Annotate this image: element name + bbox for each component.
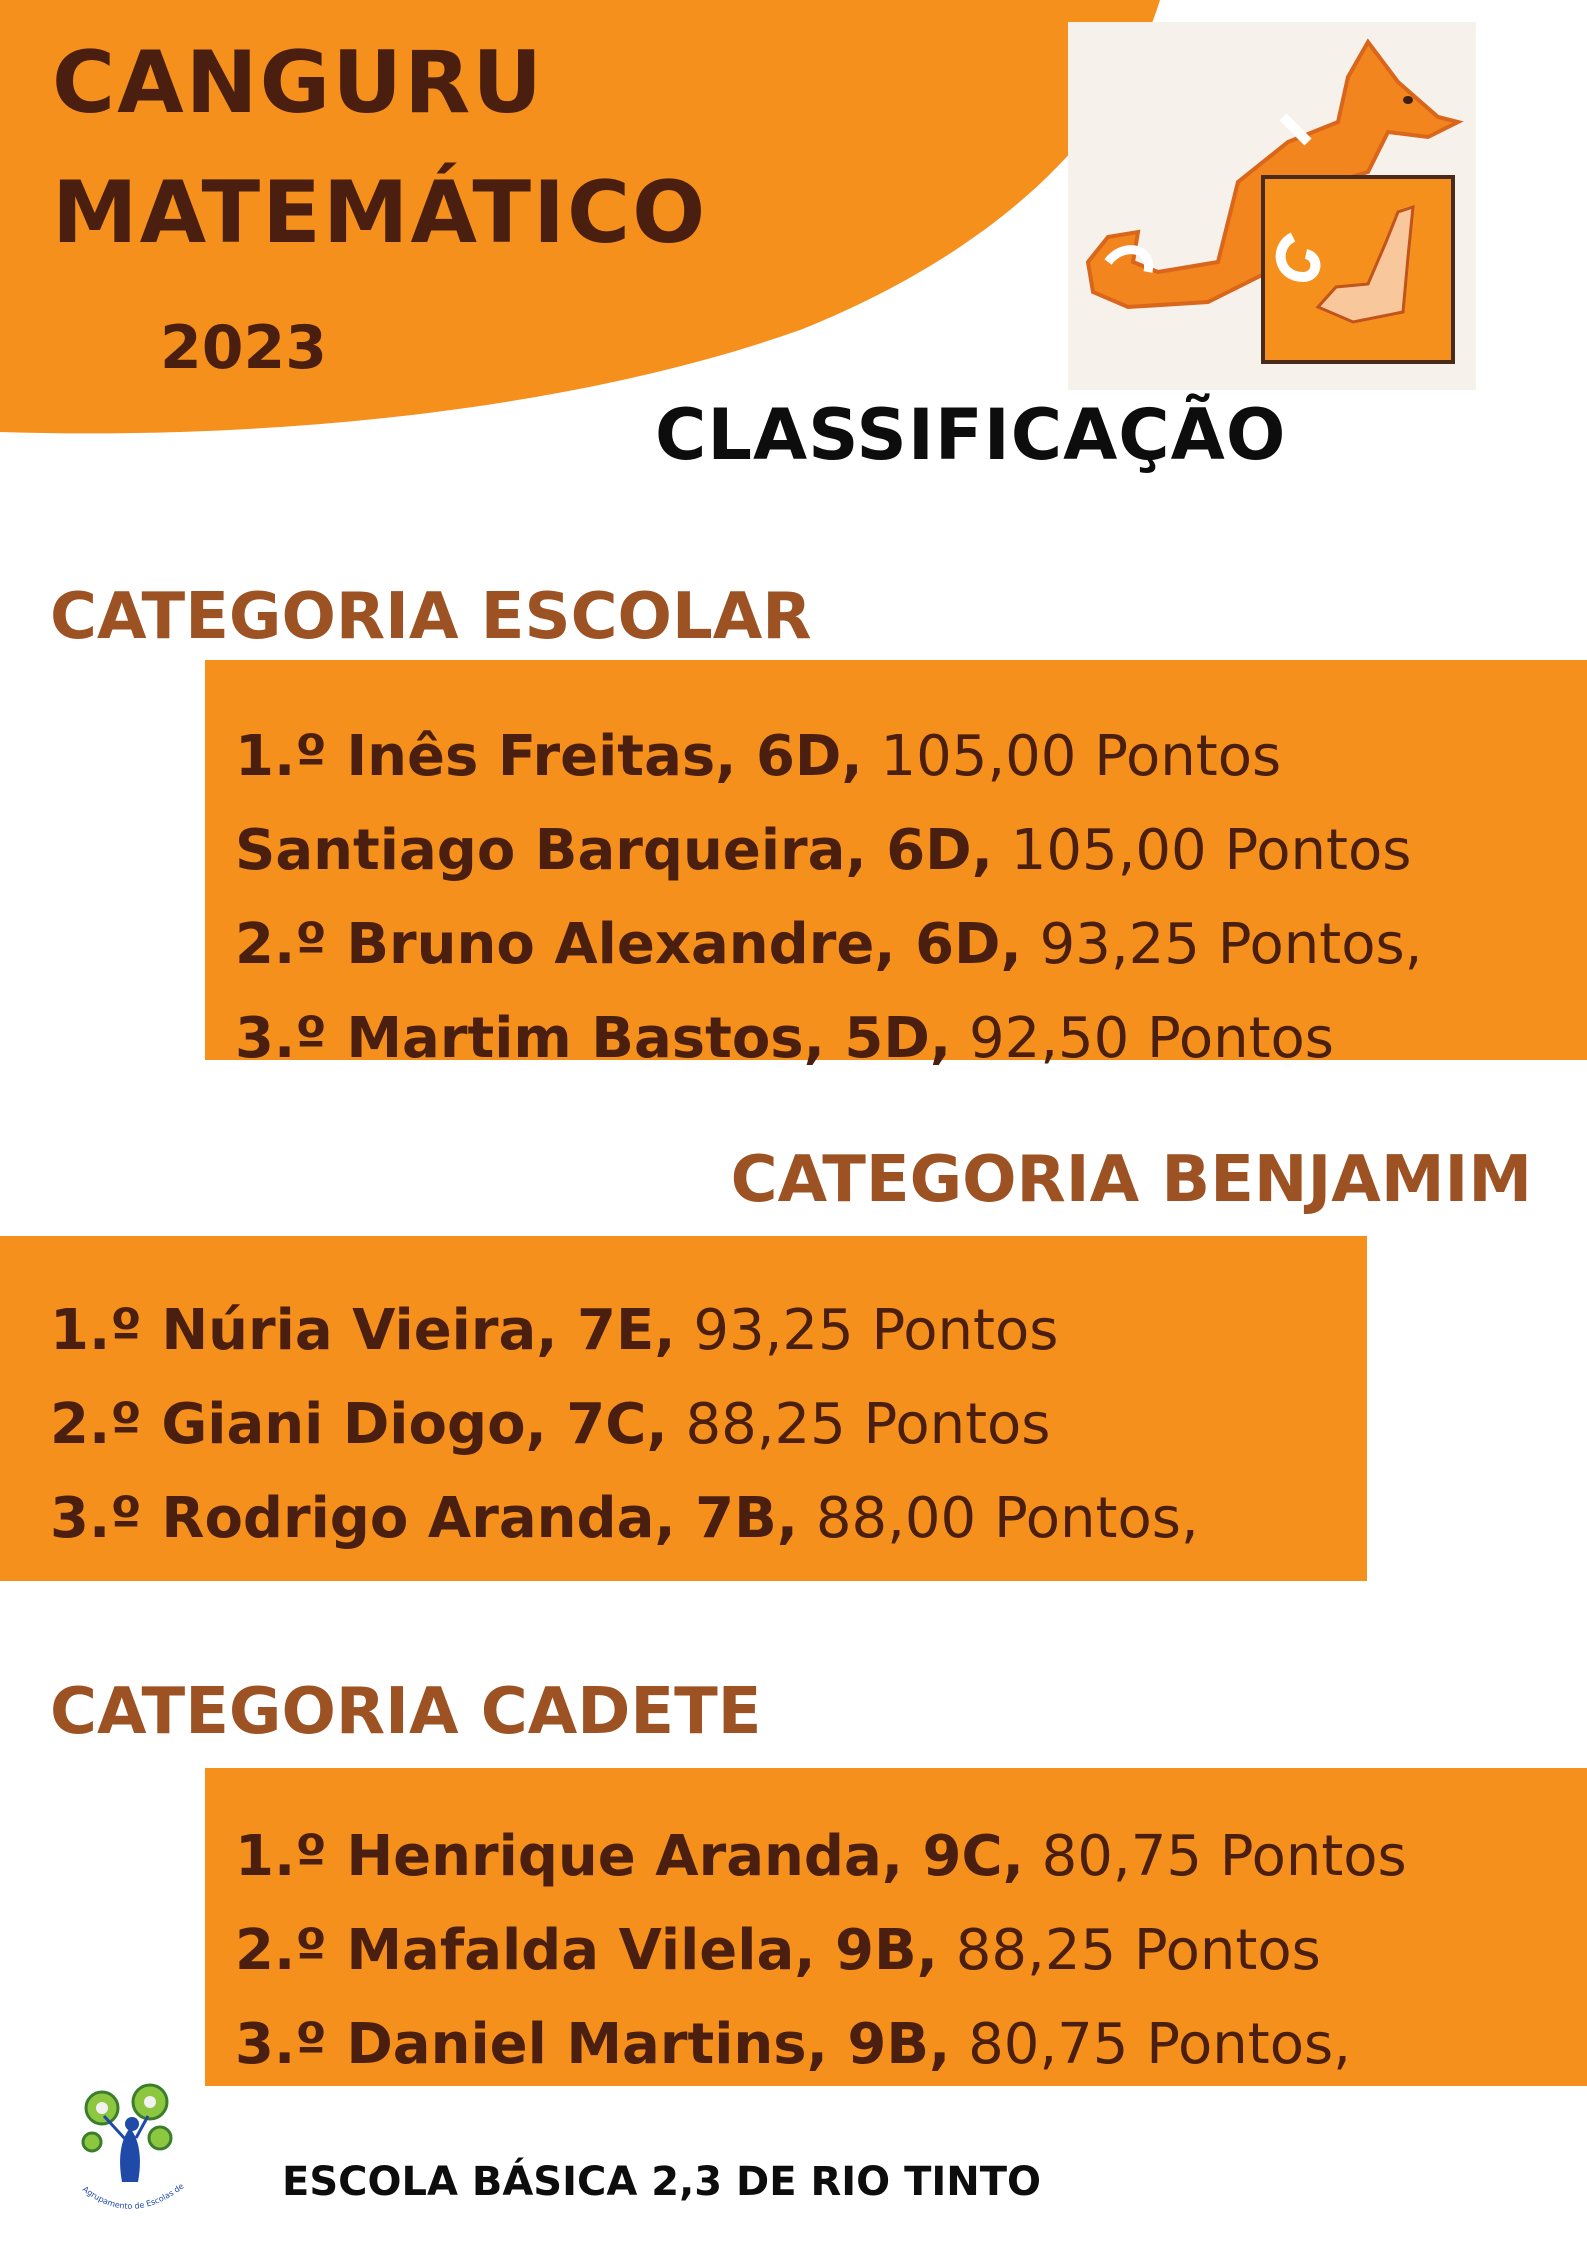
- entry-points: 88,25 Pontos: [667, 1392, 1051, 1457]
- list-item: [50, 1378, 1199, 1472]
- entry-points: 105,00 Pontos: [992, 818, 1412, 883]
- entry-points: 93,25 Pontos,: [1021, 912, 1423, 977]
- school-logo: [62, 2080, 202, 2230]
- entry-name: 3.º Daniel Martins, 9B,: [235, 2012, 951, 2077]
- entry-points: 92,50 Pontos: [951, 1006, 1334, 1071]
- entry-points: 80,75 Pontos: [1023, 1824, 1407, 1889]
- entry-name: 1.º Núria Vieira, 7E,: [50, 1298, 676, 1363]
- list-item: [235, 992, 1422, 1086]
- list-item: [50, 1284, 1199, 1378]
- classification-heading: CLASSIFICAÇÃO: [655, 394, 1287, 476]
- kangaroo-logo: [1068, 22, 1476, 390]
- entry-name: 2.º Mafalda Vilela, 9B,: [235, 1918, 938, 1983]
- entry-points: 80,75 Pontos,: [950, 2012, 1351, 2077]
- list-item: [235, 804, 1422, 898]
- list-item: [235, 710, 1422, 804]
- entry-name: 3.º Rodrigo Aranda, 7B,: [50, 1486, 799, 1551]
- category-cadete-box: [205, 1768, 1587, 2086]
- school-logo-caption: Agrupamento de Escolas de: [80, 2181, 186, 2211]
- entry-points: 105,00 Pontos: [862, 724, 1282, 789]
- year-label: 2023: [160, 313, 327, 383]
- entry-name: 2.º Giani Diogo, 7C,: [50, 1392, 668, 1457]
- entry-points: 88,25 Pontos: [937, 1918, 1321, 1983]
- title-line-2: MATEMÁTICO: [52, 163, 708, 263]
- category-escolar-heading: CATEGORIA ESCOLAR: [50, 580, 812, 654]
- entry-name: 1.º Henrique Aranda, 9C,: [235, 1824, 1024, 1889]
- list-item: [235, 898, 1422, 992]
- list-item: [235, 1998, 1407, 2092]
- entry-name: 3.º Martim Bastos, 5D,: [235, 1006, 952, 1071]
- list-item: [235, 1810, 1407, 1904]
- school-name: ESCOLA BÁSICA 2,3 DE RIO TINTO: [282, 2159, 1042, 2205]
- entry-points: 93,25 Pontos: [675, 1298, 1059, 1363]
- entry-name: Santiago Barqueira, 6D,: [235, 818, 993, 883]
- title-line-1: CANGURU: [52, 33, 545, 133]
- category-cadete-heading: CATEGORIA CADETE: [50, 1675, 762, 1749]
- list-item: [50, 1472, 1199, 1566]
- entry-points: 88,00 Pontos,: [798, 1486, 1199, 1551]
- entry-name: 1.º Inês Freitas, 6D,: [235, 724, 863, 789]
- list-item: [235, 1904, 1407, 1998]
- category-benjamim-heading: CATEGORIA BENJAMIM: [730, 1143, 1532, 1217]
- category-escolar-box: [205, 660, 1587, 1071]
- category-benjamim-box: [0, 1236, 1367, 1581]
- entry-name: 2.º Bruno Alexandre, 6D,: [235, 912, 1022, 977]
